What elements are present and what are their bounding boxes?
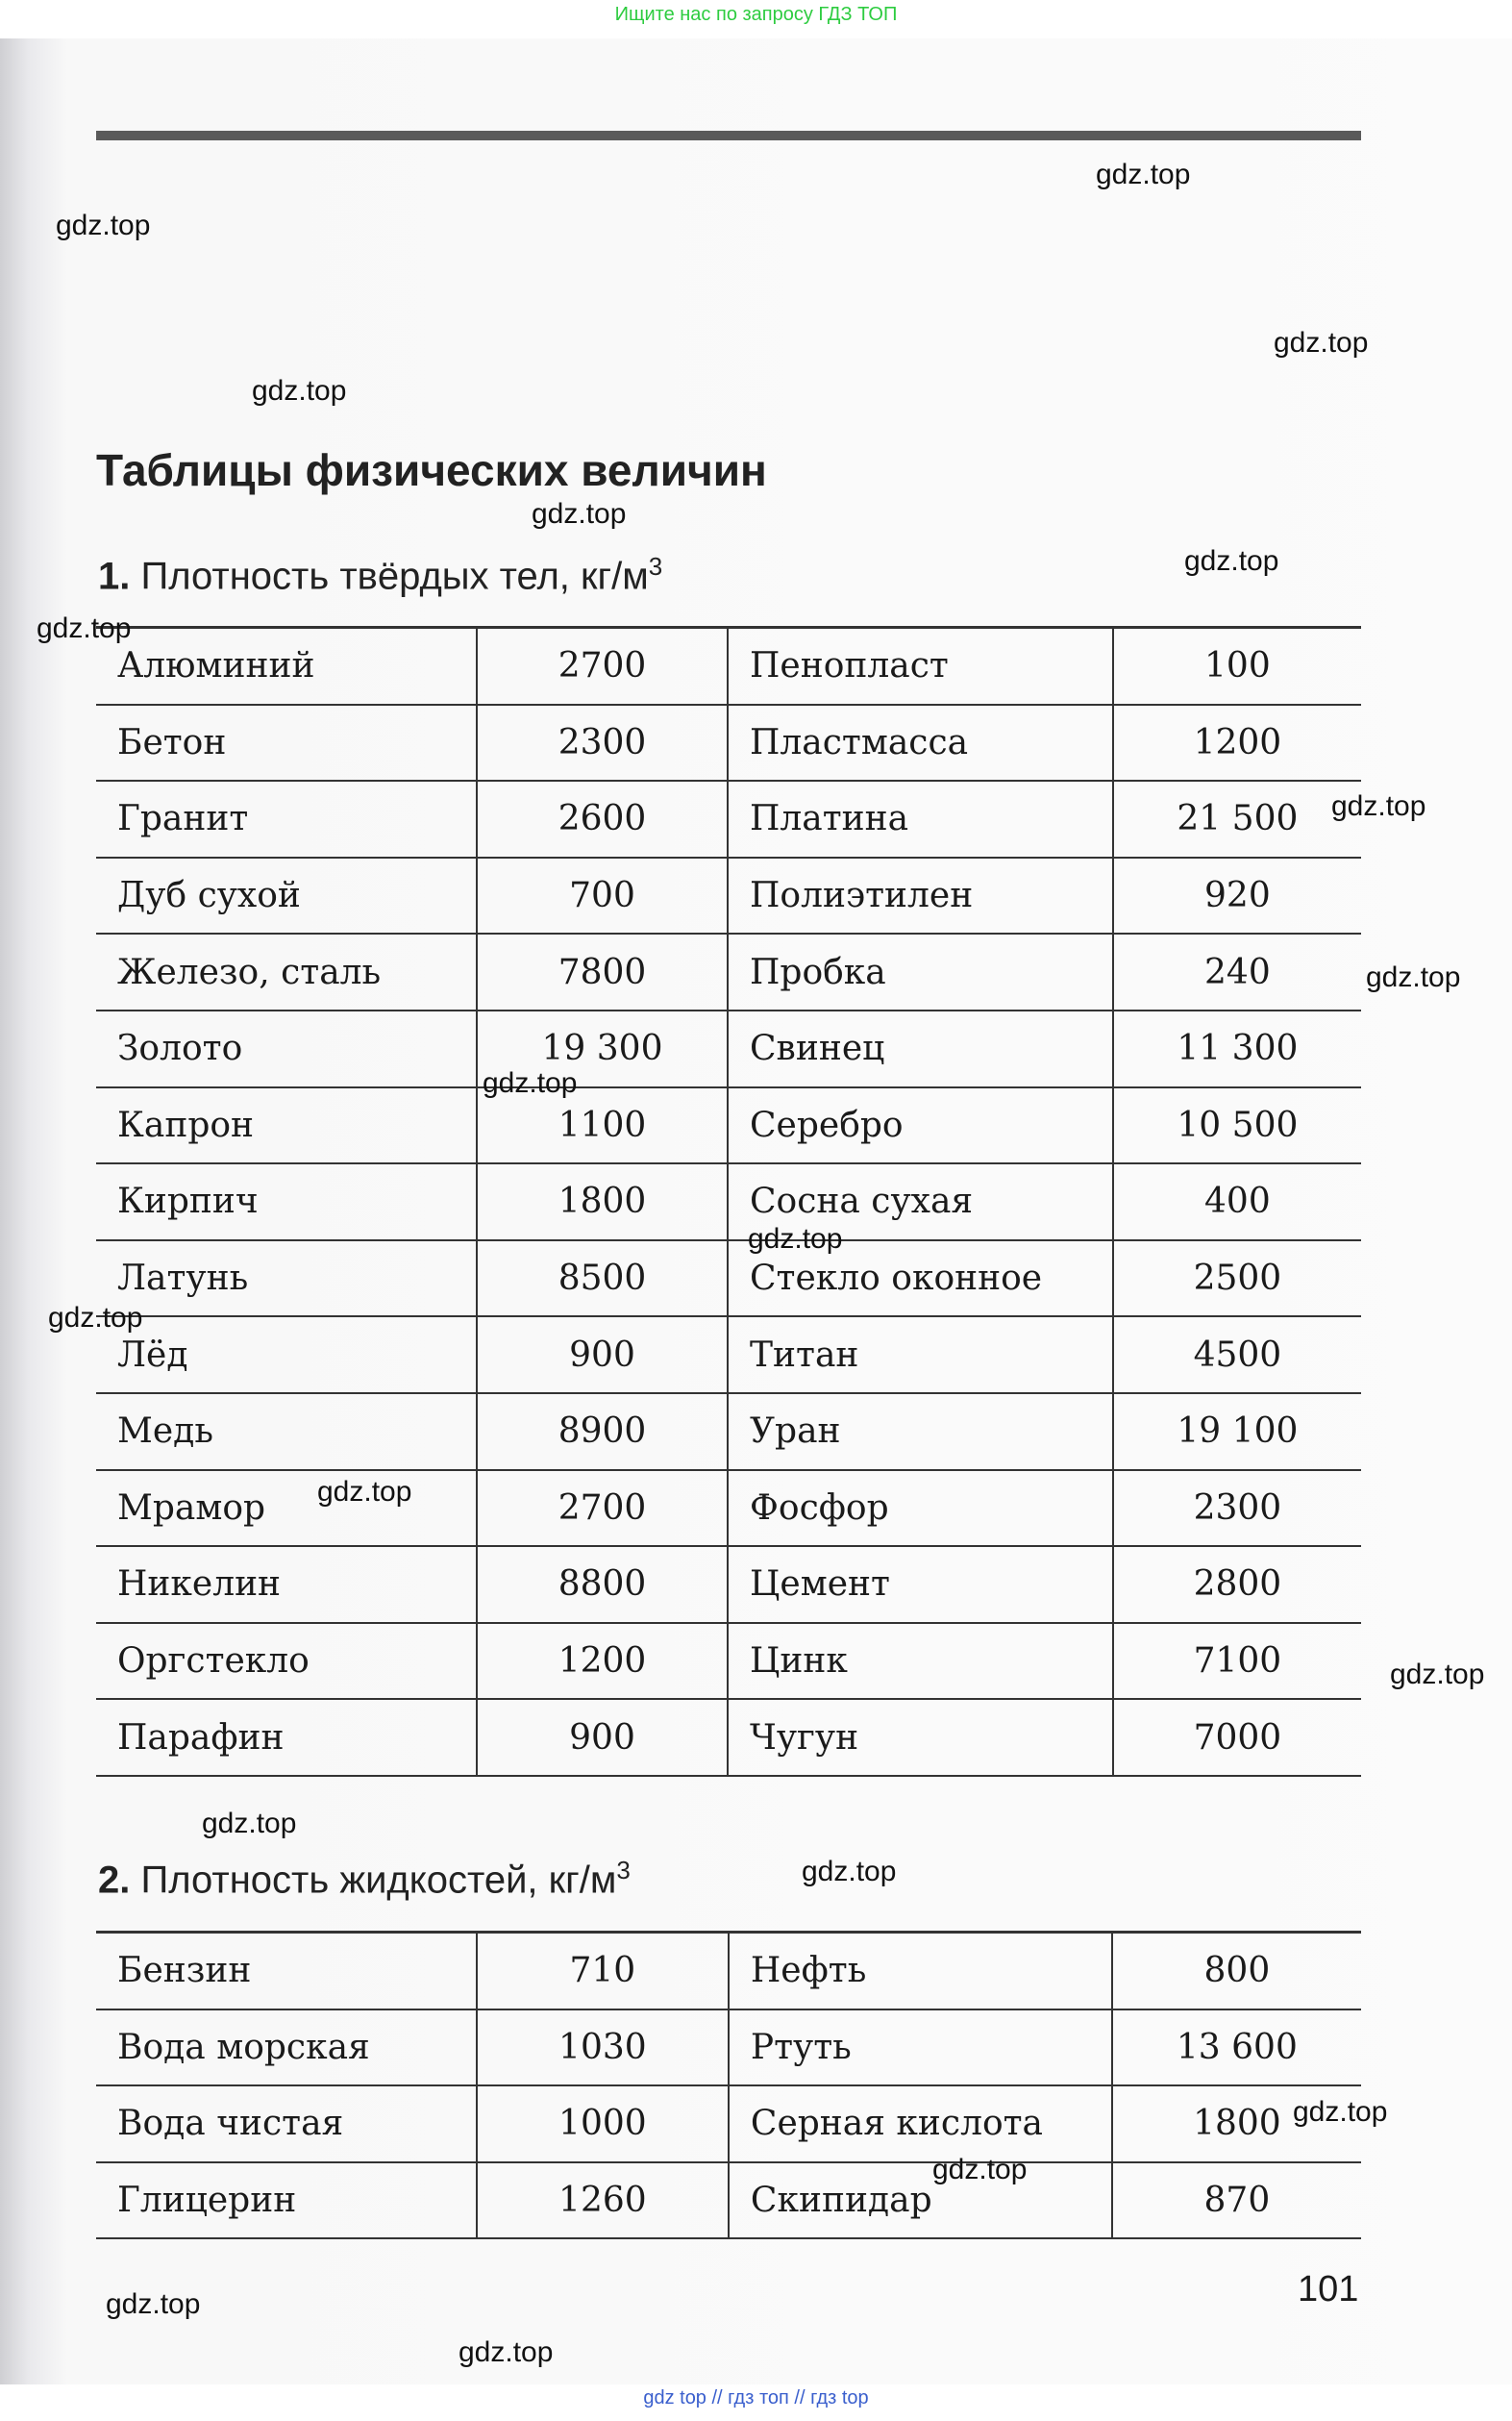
- substance-name: Сосна сухая: [728, 1163, 1113, 1240]
- table-row: [96, 1546, 1361, 1623]
- table-row: [96, 1623, 1361, 1700]
- density-value: 7800: [477, 934, 728, 1011]
- density-value: 8800: [477, 1546, 728, 1623]
- density-value: 900: [477, 1699, 728, 1776]
- substance-name: Глицерин: [96, 2162, 477, 2239]
- density-value: 19 300: [477, 1011, 728, 1087]
- top-rule: [96, 131, 1361, 140]
- substance-name: Вода чистая: [96, 2085, 477, 2162]
- substance-name: Скипидар: [729, 2162, 1112, 2239]
- density-value: 13 600: [1112, 2009, 1361, 2086]
- substance-name: Золото: [96, 1011, 477, 1087]
- watermark: gdz.top: [1293, 2096, 1388, 2128]
- watermark: gdz.top: [1096, 159, 1191, 190]
- substance-name: Стекло оконное: [728, 1240, 1113, 1317]
- density-value: 2300: [477, 705, 728, 782]
- section1-sup: 3: [648, 552, 663, 581]
- table-row: [96, 1699, 1361, 1776]
- density-value: 2700: [477, 1470, 728, 1547]
- density-value: 7000: [1113, 1699, 1361, 1776]
- watermark: gdz.top: [56, 210, 151, 241]
- substance-name: Платина: [728, 781, 1113, 858]
- substance-name: Ртуть: [729, 2009, 1112, 2086]
- substance-name: Медь: [96, 1393, 477, 1470]
- watermark: gdz.top: [802, 1856, 897, 1887]
- table-row: [96, 705, 1361, 782]
- substance-name: Вода морская: [96, 2009, 477, 2086]
- density-value: 4500: [1113, 1316, 1361, 1393]
- density-value: 2700: [477, 628, 728, 705]
- table-row: [96, 1087, 1361, 1164]
- table-row: [96, 1011, 1361, 1087]
- density-value: 2600: [477, 781, 728, 858]
- density-value: 21 500: [1113, 781, 1361, 858]
- watermark: gdz.top: [1390, 1659, 1485, 1690]
- density-value: 1200: [477, 1623, 728, 1700]
- substance-name: Мрамор: [96, 1470, 477, 1547]
- section1-title: Плотность твёрдых тел, кг/м: [140, 555, 649, 598]
- watermark: gdz.top: [932, 2154, 1028, 2185]
- substance-name: Парафин: [96, 1699, 477, 1776]
- table-row: [96, 628, 1361, 705]
- density-value: 1100: [477, 1087, 728, 1164]
- table-row: [96, 1240, 1361, 1317]
- substance-name: Латунь: [96, 1240, 477, 1317]
- substance-name: Пенопласт: [728, 628, 1113, 705]
- density-value: 870: [1112, 2162, 1361, 2239]
- substance-name: Алюминий: [96, 628, 477, 705]
- density-value: 710: [477, 1933, 729, 2009]
- substance-name: Серебро: [728, 1087, 1113, 1164]
- header-note: Ищите нас по запросу ГДЗ ТОП: [614, 4, 898, 25]
- footer-note: gdz top // гдз топ // гдз top: [643, 2387, 869, 2409]
- density-value: 1030: [477, 2009, 729, 2086]
- density-value: 2300: [1113, 1470, 1361, 1547]
- density-value: 1200: [1113, 705, 1361, 782]
- substance-name: Гранит: [96, 781, 477, 858]
- density-value: 8900: [477, 1393, 728, 1470]
- substance-name: Кирпич: [96, 1163, 477, 1240]
- substance-name: Бензин: [96, 1933, 477, 2009]
- watermark: gdz.top: [37, 612, 132, 644]
- substance-name: Железо, сталь: [96, 934, 477, 1011]
- substance-name: Лёд: [96, 1316, 477, 1393]
- table-row: [96, 2162, 1361, 2239]
- density-value: 240: [1113, 934, 1361, 1011]
- density-value: 920: [1113, 858, 1361, 935]
- page-title: Таблицы физических величин: [96, 445, 767, 495]
- table-row: [96, 1470, 1361, 1547]
- substance-name: Бетон: [96, 705, 477, 782]
- substance-name: Нефть: [729, 1933, 1112, 2009]
- section2-heading: [98, 1856, 631, 1902]
- substance-name: Оргстекло: [96, 1623, 477, 1700]
- watermark: gdz.top: [1184, 545, 1279, 577]
- watermark: gdz.top: [483, 1067, 578, 1099]
- substance-name: Уран: [728, 1393, 1113, 1470]
- table-row: [96, 1163, 1361, 1240]
- watermark: gdz.top: [1366, 961, 1461, 993]
- substance-name: Серная кислота: [729, 2085, 1112, 2162]
- substance-name: Пробка: [728, 934, 1113, 1011]
- substance-name: Свинец: [728, 1011, 1113, 1087]
- density-value: 1260: [477, 2162, 729, 2239]
- density-value: 10 500: [1113, 1087, 1361, 1164]
- watermark: gdz.top: [202, 1808, 297, 1839]
- density-value: 700: [477, 858, 728, 935]
- watermark: gdz.top: [317, 1476, 412, 1508]
- table-row: [96, 1393, 1361, 1470]
- substance-name: Цемент: [728, 1546, 1113, 1623]
- substance-name: Никелин: [96, 1546, 477, 1623]
- substance-name: Цинк: [728, 1623, 1113, 1700]
- section2-sup: 3: [616, 1856, 631, 1884]
- page-number: 101: [1298, 2269, 1359, 2309]
- watermark: gdz.top: [252, 375, 347, 407]
- solids-density-table: [96, 626, 1361, 1777]
- watermark: gdz.top: [1331, 790, 1426, 822]
- section1-number: 1.: [98, 555, 131, 598]
- table-row: [96, 1316, 1361, 1393]
- density-value: 1000: [477, 2085, 729, 2162]
- substance-name: Дуб сухой: [96, 858, 477, 935]
- table-row: [96, 1933, 1361, 2009]
- density-value: 8500: [477, 1240, 728, 1317]
- substance-name: Фосфор: [728, 1470, 1113, 1547]
- watermark: gdz.top: [48, 1302, 143, 1334]
- watermark: gdz.top: [748, 1223, 843, 1255]
- substance-name: Полиэтилен: [728, 858, 1113, 935]
- density-value: 1800: [477, 1163, 728, 1240]
- density-value: 900: [477, 1316, 728, 1393]
- liquids-density-table: [96, 1931, 1361, 2239]
- watermark: gdz.top: [459, 2336, 554, 2368]
- table-row: [96, 934, 1361, 1011]
- watermark: gdz.top: [106, 2288, 201, 2320]
- table-row: [96, 2085, 1361, 2162]
- density-value: 19 100: [1113, 1393, 1361, 1470]
- density-value: 7100: [1113, 1623, 1361, 1700]
- table-row: [96, 858, 1361, 935]
- substance-name: Пластмасса: [728, 705, 1113, 782]
- watermark: gdz.top: [1274, 327, 1369, 359]
- watermark: gdz.top: [532, 498, 627, 530]
- substance-name: Капрон: [96, 1087, 477, 1164]
- table-row: [96, 781, 1361, 858]
- density-value: 11 300: [1113, 1011, 1361, 1087]
- density-value: 2500: [1113, 1240, 1361, 1317]
- density-value: 400: [1113, 1163, 1361, 1240]
- section1-heading: [98, 552, 662, 598]
- substance-name: Титан: [728, 1316, 1113, 1393]
- density-value: 100: [1113, 628, 1361, 705]
- substance-name: Чугун: [728, 1699, 1113, 1776]
- density-value: 1800: [1112, 2085, 1361, 2162]
- table-row: [96, 2009, 1361, 2086]
- section2-number: 2.: [98, 1859, 131, 1902]
- section2-title: Плотность жидкостей, кг/м: [140, 1859, 617, 1902]
- density-value: 800: [1112, 1933, 1361, 2009]
- density-value: 2800: [1113, 1546, 1361, 1623]
